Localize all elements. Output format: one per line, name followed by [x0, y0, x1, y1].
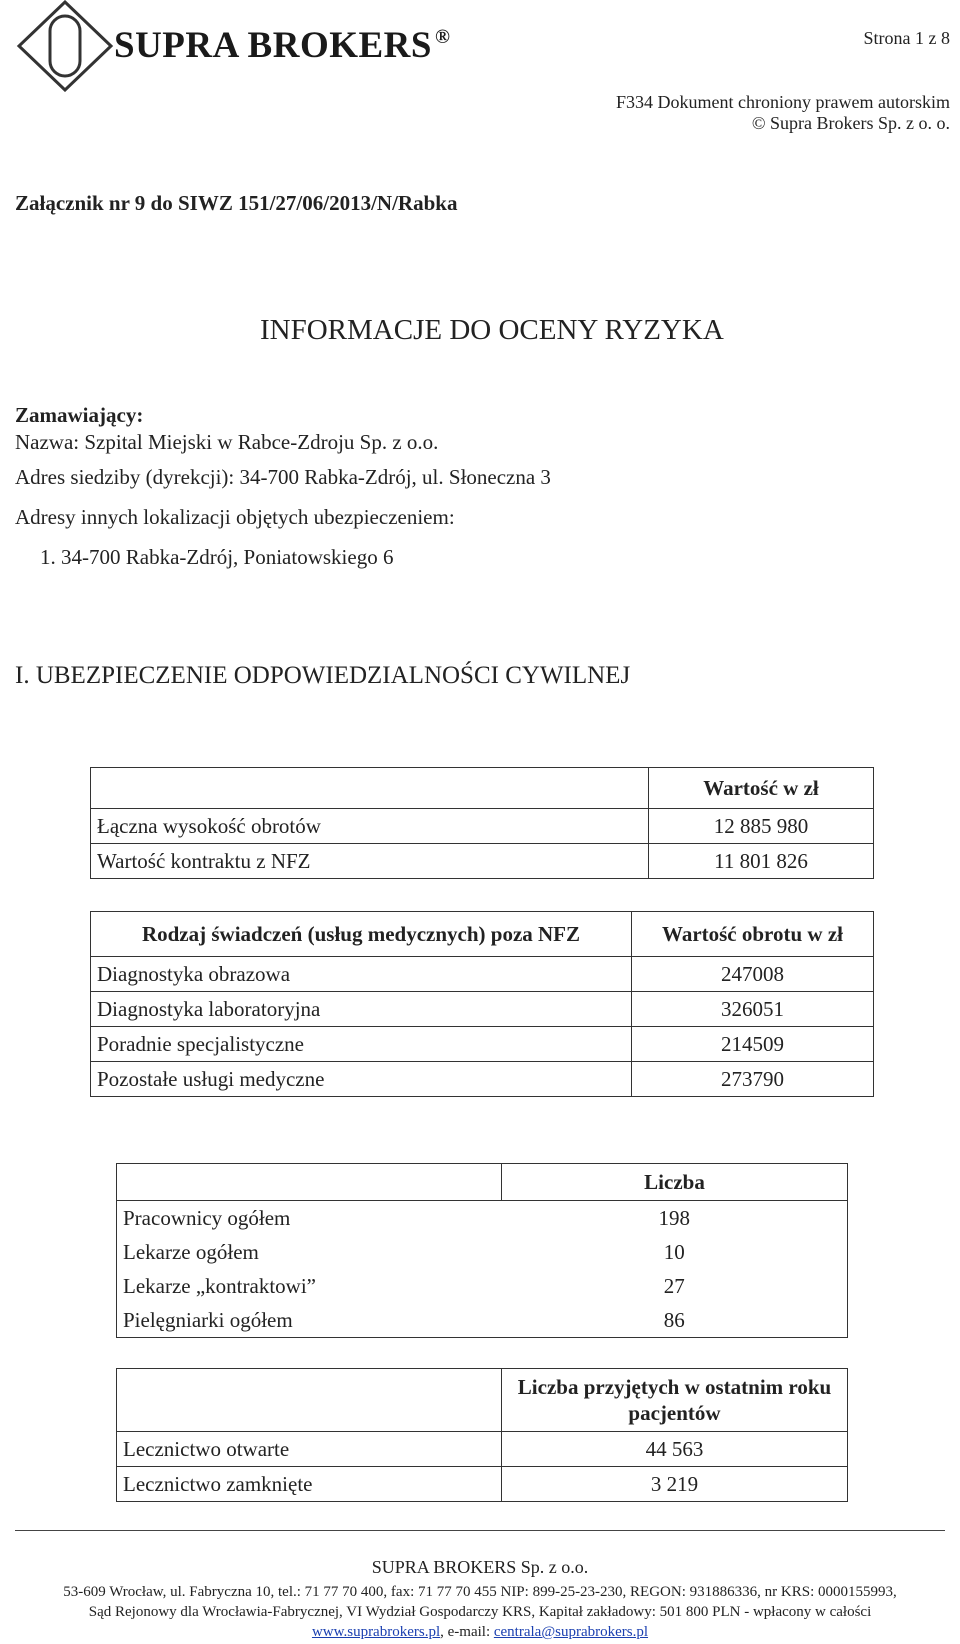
column-header: Liczba: [502, 1164, 848, 1201]
registered-mark: ®: [434, 26, 451, 48]
supra-brokers-logo-icon: [15, 0, 115, 92]
staff-table: [116, 1163, 848, 1338]
row-value: 326051: [632, 992, 874, 1027]
row-value: 273790: [632, 1062, 874, 1097]
other-locations-label: Adresy innych lokalizacji objętych ubezpieczeniem:: [15, 505, 455, 529]
footer-address: 53-609 Wrocław, ul. Fabryczna 10, tel.: 71 77 70 400, fax: 71 77 70 455 NIP: 899-25-23-230, REGON: 931886336, nr KRS: 0000155993,: [63, 1584, 897, 1600]
table-row: [91, 809, 874, 844]
row-label: Lekarze „kontraktowi”: [117, 1269, 502, 1303]
footer-divider: [15, 1530, 945, 1531]
row-value: 247008: [632, 957, 874, 992]
section-heading: I. UBEZPIECZENIE ODPOWIEDZIALNOŚCI CYWILNEJ: [15, 662, 631, 689]
table-row: [117, 1235, 848, 1269]
table-row: [117, 1432, 848, 1467]
table-header-row: [91, 912, 874, 957]
table-row: [117, 1467, 848, 1502]
row-label: Lecznictwo otwarte: [117, 1432, 502, 1467]
row-label: Pozostałe usługi medyczne: [91, 1062, 632, 1097]
annex-reference: Załącznik nr 9 do SIWZ 151/27/06/2013/N/Rabka: [15, 191, 458, 215]
table-row: [117, 1303, 848, 1338]
row-value: 12 885 980: [649, 809, 874, 844]
blank-cell: [117, 1164, 502, 1201]
blank-cell: [117, 1369, 502, 1432]
row-label: Pracownicy ogółem: [117, 1201, 502, 1236]
column-header: Wartość obrotu w zł: [632, 912, 874, 957]
column-header: Liczba przyjętych w ostatnim roku pacjentów: [502, 1369, 848, 1432]
table-row: [91, 1062, 874, 1097]
table-row: [117, 1201, 848, 1236]
row-value: 11 801 826: [649, 844, 874, 879]
patients-table: [116, 1368, 848, 1502]
footer-company: SUPRA BROKERS Sp. z o.o.: [371, 1557, 589, 1577]
row-value: 198: [502, 1201, 848, 1236]
table-row: [91, 957, 874, 992]
row-value: 27: [502, 1269, 848, 1303]
copyright-owner: © Supra Brokers Sp. z o. o.: [751, 113, 950, 133]
email-prefix: , e-mail:: [440, 1624, 494, 1640]
row-label: Poradnie specjalistyczne: [91, 1027, 632, 1062]
row-label: Wartość kontraktu z NFZ: [91, 844, 649, 879]
row-label: Lekarze ogółem: [117, 1235, 502, 1269]
row-value: 214509: [632, 1027, 874, 1062]
row-label: Łączna wysokość obrotów: [91, 809, 649, 844]
page-number: Strona 1 z 8: [863, 28, 950, 48]
column-header: Wartość w zł: [649, 768, 874, 809]
orderer-name: Nazwa: Szpital Miejski w Rabce-Zdroju Sp. z o.o.: [15, 430, 439, 454]
table-row: [91, 1027, 874, 1062]
row-value: 44 563: [502, 1432, 848, 1467]
brand-name: SUPRA BROKERS ®: [114, 25, 451, 66]
turnover-table: [90, 767, 874, 879]
orderer-address: Adres siedziby (dyrekcji): 34-700 Rabka-Zdrój, ul. Słoneczna 3: [15, 465, 551, 489]
row-label: Lecznictwo zamknięte: [117, 1467, 502, 1502]
copyright-notice: F334 Dokument chroniony prawem autorskim: [616, 92, 950, 112]
table-header-row: [117, 1164, 848, 1201]
orderer-label: Zamawiający:: [15, 403, 144, 427]
table-row: [117, 1269, 848, 1303]
row-value: 86: [502, 1303, 848, 1338]
email-link[interactable]: centrala@suprabrokers.pl: [493, 1624, 649, 1640]
table-row: [91, 844, 874, 879]
location-item: 1. 34-700 Rabka-Zdrój, Poniatowskiego 6: [40, 545, 394, 569]
row-value: 3 219: [502, 1467, 848, 1502]
blank-cell: [91, 768, 649, 809]
services-table: [90, 911, 874, 1097]
footer-registry: Sąd Rejonowy dla Wrocławia-Fabrycznej, VI Wydział Gospodarczy KRS, Kapitał zakładowy: 501 800 PLN - wpłacony w całości: [88, 1604, 872, 1620]
footer-contact: [0, 1624, 960, 1641]
document-title: INFORMACJE DO OCENY RYZYKA: [260, 314, 724, 346]
row-value: 10: [502, 1235, 848, 1269]
row-label: Diagnostyka laboratoryjna: [91, 992, 632, 1027]
column-header: Rodzaj świadczeń (usług medycznych) poza NFZ: [91, 912, 632, 957]
row-label: Diagnostyka obrazowa: [91, 957, 632, 992]
table-header-row: [91, 768, 874, 809]
row-label: Pielęgniarki ogółem: [117, 1303, 502, 1338]
website-link[interactable]: www.suprabrokers.pl: [311, 1624, 441, 1640]
table-header-row: [117, 1369, 848, 1432]
table-row: [91, 992, 874, 1027]
